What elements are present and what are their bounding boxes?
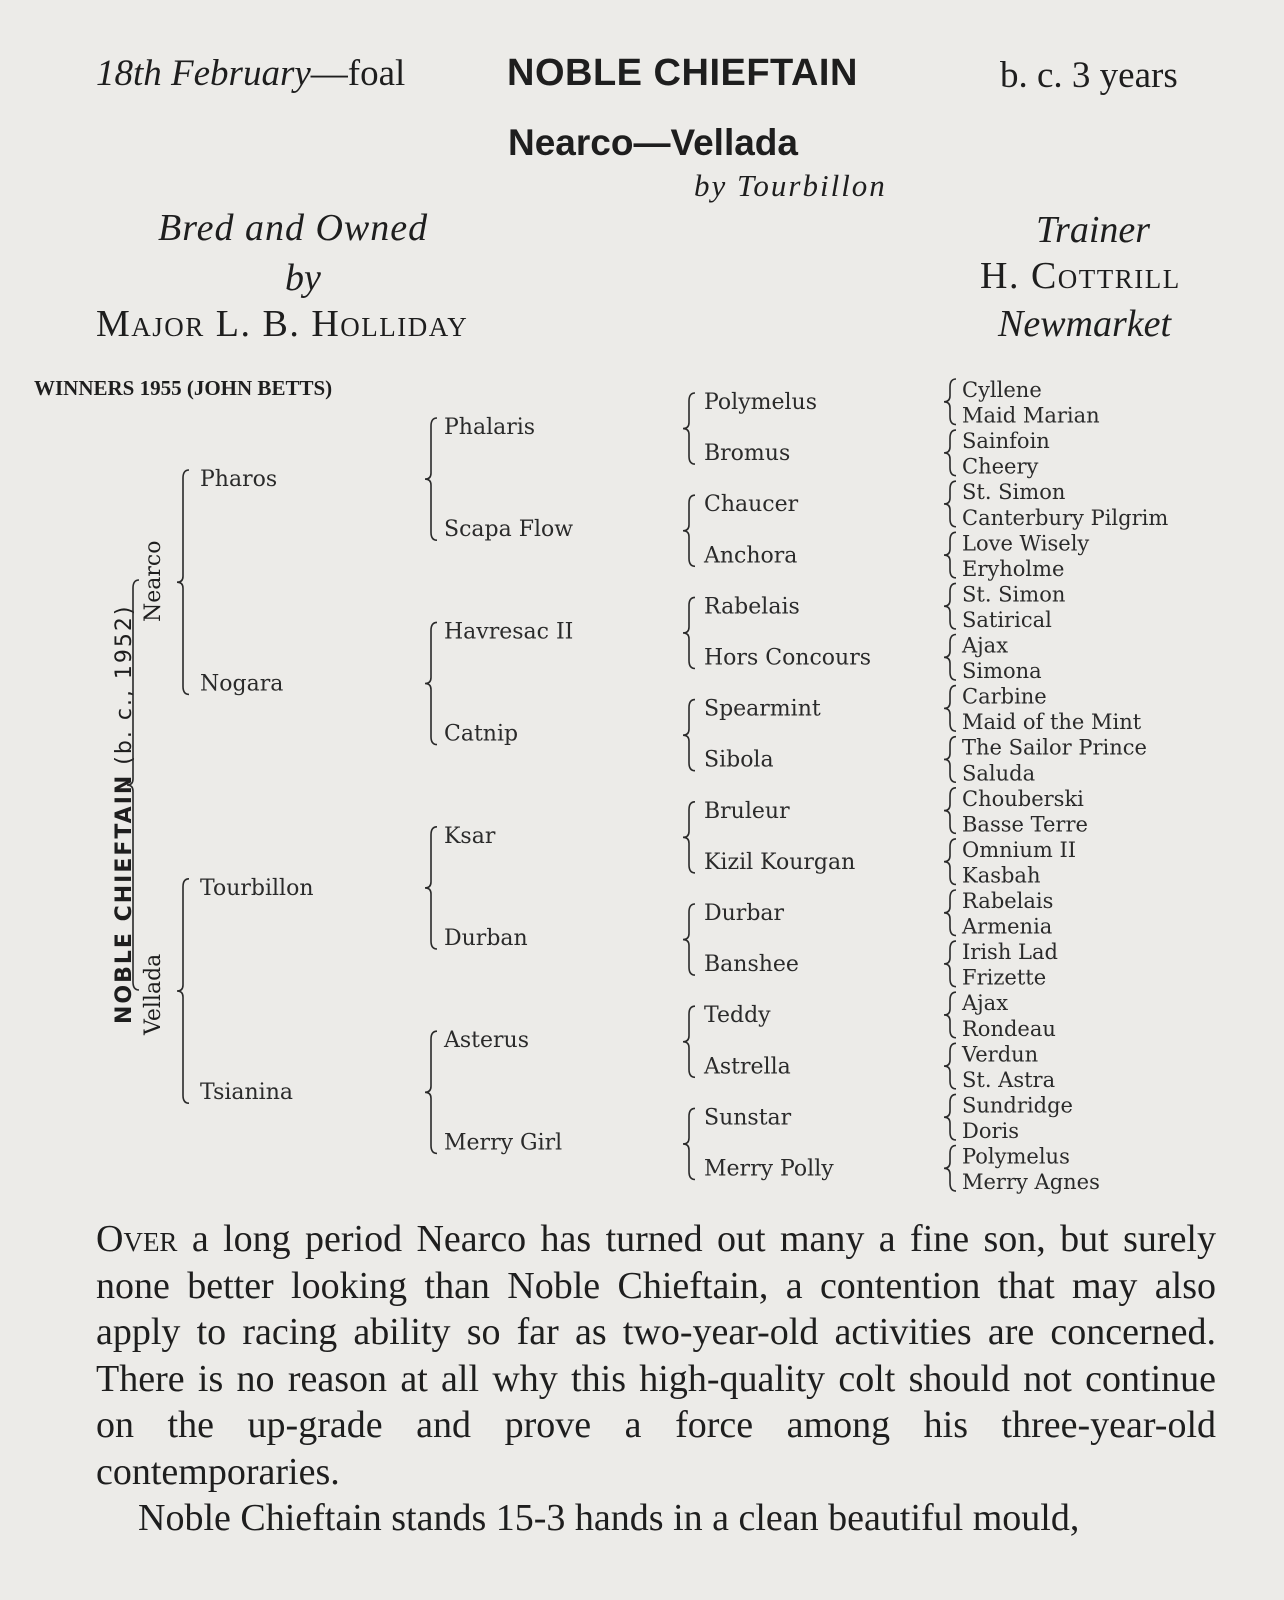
pedigree-gen2-bracket bbox=[177, 879, 189, 1103]
pedigree-gen1-bracket bbox=[127, 580, 139, 990]
pedigree-gen3-bracket bbox=[425, 1031, 437, 1153]
pedigree-gen2-name: Tourbillon bbox=[200, 875, 314, 901]
pedigree-gen5-name: Simona bbox=[962, 659, 1042, 684]
pedigree-gen4-name: Anchora bbox=[704, 543, 798, 569]
pedigree-gen4-name: Astrella bbox=[704, 1054, 791, 1080]
pedigree-gen5-bracket bbox=[944, 481, 956, 527]
pedigree-gen5-name: Cyllene bbox=[962, 378, 1042, 402]
pedigree-gen4-name: Rabelais bbox=[704, 594, 800, 620]
pedigree-gen5-bracket bbox=[944, 430, 956, 476]
pedigree-gen2-name: Tsianina bbox=[200, 1080, 294, 1106]
pedigree-gen5-bracket bbox=[944, 583, 956, 629]
pedigree-subject-detail: (b. c., 1952) bbox=[112, 604, 137, 765]
pedigree-gen5-name: Ajax bbox=[962, 991, 1009, 1016]
pedigree-gen5-name: Kasbah bbox=[962, 863, 1041, 888]
foal-suffix: —foal bbox=[310, 53, 406, 94]
pedigree-gen5-name: Satirical bbox=[962, 607, 1052, 632]
pedigree-gen3-bracket bbox=[425, 827, 437, 949]
pedigree-gen3-name: Phalaris bbox=[444, 415, 536, 440]
breeder-by: by bbox=[285, 257, 321, 299]
pedigree-gen5-name: Eryholme bbox=[962, 556, 1065, 581]
foal-date-text: 18th February bbox=[96, 53, 311, 94]
pedigree-gen5-name: Saluda bbox=[962, 761, 1036, 786]
breeder-name: Major L. B. Holliday bbox=[96, 303, 469, 345]
pedigree-gen5-name: Sainfoin bbox=[962, 429, 1050, 454]
pedigree-gen3-name: Asterus bbox=[444, 1028, 530, 1054]
pedigree-gen5-name: Rabelais bbox=[962, 889, 1054, 913]
pedigree-gen5-name: Maid Marian bbox=[962, 403, 1100, 428]
pedigree-sire: Nearco bbox=[141, 540, 166, 622]
pedigree-gen4-name: Banshee bbox=[704, 952, 799, 978]
pedigree-gen5-bracket bbox=[944, 890, 956, 936]
pedigree-gen4-name: Sunstar bbox=[704, 1105, 792, 1131]
pedigree-gen3-name: Merry Girl bbox=[444, 1130, 563, 1156]
horse-description: b. c. 3 years bbox=[1000, 55, 1178, 96]
pedigree-gen5-name: Verdun bbox=[962, 1042, 1039, 1067]
pedigree-gen5-bracket bbox=[944, 788, 956, 834]
pedigree-gen5-name: St. Astra bbox=[962, 1067, 1056, 1092]
pedigree-gen5-name: Carbine bbox=[962, 684, 1047, 709]
paragraph-1 bbox=[96, 1216, 1216, 1495]
pedigree-gen3-name: Catnip bbox=[444, 721, 519, 747]
breeder-label: Bred and Owned bbox=[158, 207, 429, 249]
pedigree-gen4-name: Sibola bbox=[704, 747, 774, 773]
pedigree-gen5-name: Doris bbox=[962, 1118, 1020, 1143]
pedigree-gen5-name: Chouberski bbox=[962, 786, 1084, 811]
pedigree-gen5-name: Sundridge bbox=[962, 1093, 1073, 1118]
pedigree-gen3-name: Ksar bbox=[444, 823, 496, 849]
pedigree-gen5-bracket bbox=[944, 532, 956, 578]
pedigree-gen4-name: Chaucer bbox=[704, 492, 799, 518]
pedigree-gen3-name: Scapa Flow bbox=[444, 517, 574, 543]
pedigree-gen5-name: Rondeau bbox=[962, 1016, 1056, 1041]
trainer-label: Trainer bbox=[1036, 209, 1151, 251]
pedigree-gen5-bracket bbox=[944, 379, 956, 425]
pedigree-gen2-name: Pharos bbox=[200, 467, 278, 492]
paragraph-2: Noble Chieftain stands 15-3 hands in a clean beautiful mould, bbox=[138, 1497, 1080, 1539]
pedigree-gen4-bracket bbox=[683, 904, 695, 975]
pedigree-gen3-name: Havresac II bbox=[444, 619, 574, 645]
pedigree-gen5-name: Merry Agnes bbox=[962, 1170, 1100, 1195]
trainer-location: Newmarket bbox=[998, 303, 1172, 345]
pedigree-gen5-bracket bbox=[944, 1043, 956, 1089]
pedigree-gen5-bracket bbox=[944, 686, 956, 732]
pedigree-gen4-bracket bbox=[683, 393, 695, 464]
pedigree-gen2-bracket bbox=[177, 470, 189, 694]
pedigree-gen5-bracket bbox=[944, 1146, 956, 1192]
parentage: Nearco—Vellada bbox=[508, 122, 798, 163]
pedigree-gen5-name: St. Simon bbox=[962, 480, 1066, 505]
pedigree-gen5-name: The Sailor Prince bbox=[962, 735, 1147, 760]
pedigree-gen4-name: Bromus bbox=[704, 441, 791, 467]
pedigree-gen5-bracket bbox=[944, 1094, 956, 1140]
pedigree-gen5-name: Maid of the Mint bbox=[962, 710, 1142, 735]
pedigree-gen3-name: Durban bbox=[444, 926, 528, 951]
trainer-name: H. Cottrill bbox=[980, 255, 1181, 297]
pedigree-gen5-name: Canterbury Pilgrim bbox=[962, 505, 1169, 530]
pedigree-gen5-name: Love Wisely bbox=[962, 531, 1090, 556]
pedigree-gen5-bracket bbox=[944, 737, 956, 783]
pedigree-gen5-bracket bbox=[944, 839, 956, 885]
pedigree-gen4-name: Kizil Kourgan bbox=[704, 849, 856, 875]
pedigree-gen5-name: St. Simon bbox=[962, 582, 1066, 607]
pedigree-gen5-bracket bbox=[944, 992, 956, 1038]
dam-sire: by Tourbillon bbox=[694, 168, 887, 203]
pedigree-gen4-name: Durbar bbox=[704, 901, 785, 926]
pedigree-gen5-name: Ajax bbox=[962, 633, 1009, 658]
pedigree-gen4-bracket bbox=[683, 700, 695, 771]
pedigree-gen5-name: Armenia bbox=[962, 914, 1053, 939]
pedigree-gen5-name: Irish Lad bbox=[962, 940, 1058, 965]
pedigree-gen3-bracket bbox=[425, 418, 437, 540]
article-body bbox=[96, 1216, 1216, 1542]
pedigree-gen5-name: Polymelus bbox=[962, 1144, 1070, 1169]
photo-caption: WINNERS 1955 (JOHN BETTS) bbox=[34, 376, 333, 400]
pedigree-gen5-name: Basse Terre bbox=[962, 812, 1088, 837]
horse-title: NOBLE CHIEFTAIN bbox=[507, 52, 858, 94]
pedigree-gen4-name: Hors Concours bbox=[704, 645, 872, 671]
pedigree-gen4-bracket bbox=[683, 597, 695, 668]
pedigree-gen5-bracket bbox=[944, 941, 956, 987]
pedigree-gen4-name: Merry Polly bbox=[704, 1156, 834, 1182]
pedigree-gen5-name: Frizette bbox=[962, 965, 1047, 990]
pedigree-gen4-bracket bbox=[683, 1108, 695, 1179]
pedigree-gen4-name: Spearmint bbox=[704, 696, 821, 722]
pedigree-gen4-bracket bbox=[683, 1006, 695, 1077]
pedigree-gen2-name: Nogara bbox=[200, 671, 284, 697]
paragraph-1-lead: Over bbox=[96, 1218, 178, 1260]
pedigree-subject-name: NOBLE CHIEFTAIN bbox=[112, 773, 137, 1024]
paragraph-1-text: a long period Nearco has turned out many a fine son, but surely none better looking than Noble Chieftain, a contention that may also apply to racing ability so far as two-year-old activities are concerned. There is no reason at all why this high-quality colt should not continue on the up-grade and prove a force among his three-year-old contemporaries. bbox=[96, 1218, 1216, 1493]
pedigree-dam: Vellada bbox=[141, 953, 166, 1035]
pedigree-gen5-name: Omnium II bbox=[962, 837, 1077, 862]
pedigree-gen4-name: Bruleur bbox=[704, 798, 790, 824]
pedigree-gen5-bracket bbox=[944, 635, 956, 681]
pedigree-gen4-bracket bbox=[683, 495, 695, 566]
pedigree-gen4-name: Polymelus bbox=[704, 390, 817, 415]
pedigree-gen4-name: Teddy bbox=[704, 1003, 771, 1029]
pedigree-gen3-bracket bbox=[425, 622, 437, 744]
pedigree-gen4-bracket bbox=[683, 802, 695, 873]
pedigree-gen5-name: Cheery bbox=[962, 454, 1039, 479]
